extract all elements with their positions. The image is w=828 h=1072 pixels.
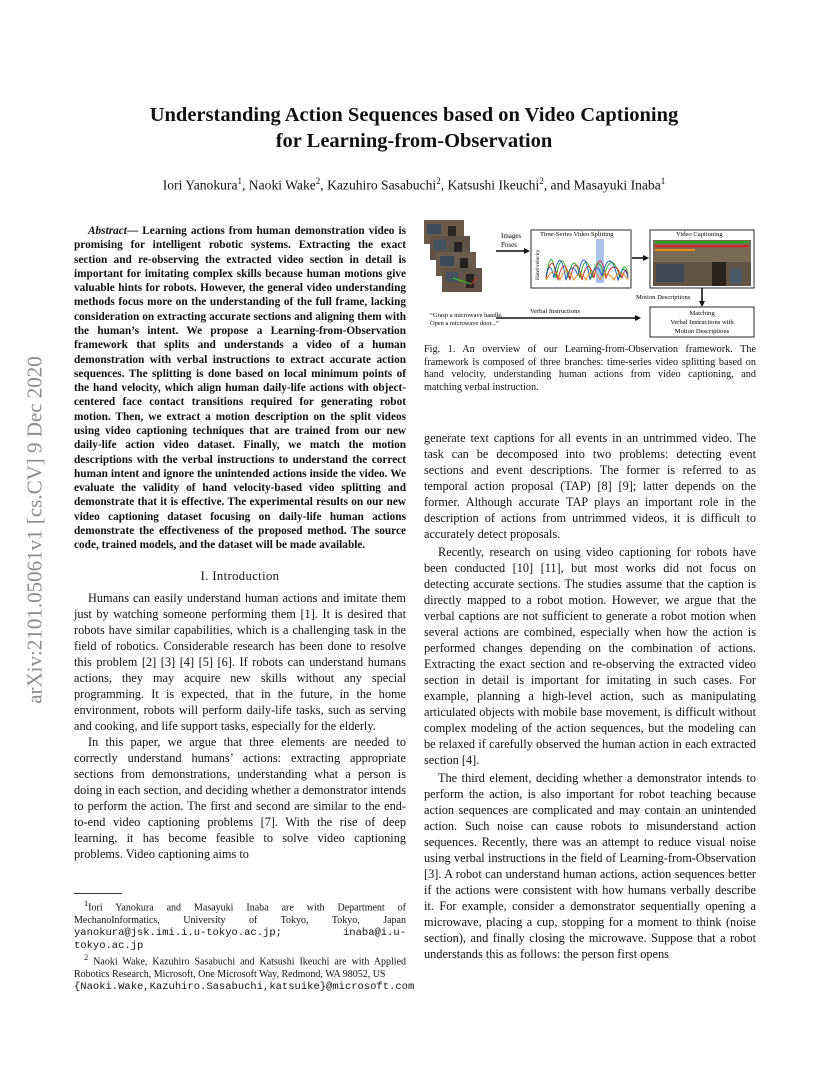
author-name: Iori Yanokura xyxy=(162,177,238,193)
body-paragraph: Humans can easily understand human actions and imitate them just by watching someone performing them [1]. It is desired that robots have similar capabilities, which is a challenging task in the field of robotics. Considerable research has been done to resolve this problem [2] [3] [4] [5] [6]. If robots can understand humans actions, they may acquire new skills without any special programming. It is expected, that in the future, in the home environment, robots will perform daily-life tasks, such as serving and cooking, and life support tasks, especially for the elderly. xyxy=(74,591,406,734)
affiliation-mark: 2 xyxy=(436,176,441,186)
body-paragraph: The third element, deciding whether a demonstrator intends to perform the action, is also important for robot teaching because action sequences are complicated and may contain an unintended action. Such noise can cause robots to misunderstand action sequences. Recently, there was an attempt to reduce visual noise using verbal instructions in the field of Learning-from-Observation [3]. A robot can understand human actions, action sequences better if the actions were consistent with how humans verbally describe it. For example, consider a demonstrator sequentially opening a microwave, placing a cup, stopping for a moment to think (noise section), and finally closing the microwave. Suppose that a robot understands this as follows: the person first opens xyxy=(424,771,756,961)
captioning-panel-title: Video Captioning xyxy=(676,231,723,238)
body-paragraph: generate text captions for all events in an untrimmed video. The task can be decomposed into two problems: detecting event sections and event descriptions. The former is referred to as temporal action proposal (TAP) [8] [9]; latter depends on the former. Although accurate TAP plays an important role in the description of actions from untrimmed videos, it is difficult to accurately detect proposals. xyxy=(424,431,756,541)
footnote-2-email-line xyxy=(74,981,415,994)
arrow-head xyxy=(524,248,530,254)
figure-1-caption: Fig. 1. An overview of our Learning-from-Observation framework. The framework is composed of three branches: time-series video splitting based on hand velocity, understanding human actions from video captioning, and matching verbal instruction. xyxy=(424,344,756,393)
section-heading-introduction: I. Introduction xyxy=(200,569,280,584)
captioning-frames xyxy=(653,240,751,286)
author-name: Katsushi Ikeuchi xyxy=(447,177,540,193)
paper-title xyxy=(90,102,738,154)
arrow-head xyxy=(635,315,641,321)
footnote-1: $^1$Iori Yanokura and Masayuki Inaba are with Department of MechanoInformatics, University of Tokyo, Tokyo, Japan yanokura@jsk.imi.i.u-tokyo.ac.jp; inaba@i.u-tokyo.ac.jp xyxy=(74,899,406,952)
footnote-2: $^2$ Naoki Wake, Kazuhiro Sasabuchi and Katsushi Ikeuchi are with Applied Robotics Research, Microsoft, One Microsoft Way, Redmond, WA 98052, US xyxy=(74,952,407,980)
affiliation-mark: 2 xyxy=(315,176,321,186)
velocity-curves xyxy=(546,259,628,280)
abstract: Abstract— Learning actions from human demonstration video is promising for intelligent robotic systems. Extracting the exact section and re-observing the extracted video section in detail is important for imitating complex skills because human motions give valuable hints for robots. However, the general video understanding methods focus more on the understanding of the full frame, lacking consideration on extracting accurate sections and aligning them with the human’s intent. We propose a Learning-from-Observation framework that splits and understands a video of a human demonstration with verbal instructions to extract accurate action sequences. The splitting is done based on local minimum points of the hand velocity, which align human daily-life actions with object-centered face contact transitions required for generating robot motion. Then, we extract a motion description on the split videos using video captioning techniques that are trained from our new daily-life action video dataset. Finally, we match the motion descriptions with the verbal instructions to understand the correct human intent and ignore the unintended actions inside the video. We evaluate the validity of hand velocity-based video splitting and demonstrate that it is effective. The experimental results on our new video captioning dataset focusing on daily-life human actions demonstrate the effectiveness of the proposed method. The source code, trained models, and the dataset will be made available. xyxy=(74,225,407,552)
right-column xyxy=(424,430,756,962)
demonstration-frames xyxy=(424,220,482,292)
author-name: Kazuhiro Sasabuchi xyxy=(327,177,437,193)
arrow-head xyxy=(643,255,649,261)
matching-title: Matching xyxy=(689,310,715,317)
body-paragraph: In this paper, we argue that three elements are needed to correctly understand humans’ actions: extracting appropriate sections from demonstrations, understanding what a person is doing in each section, and deciding whether a demonstrator intends to perform the action. The first and second are similar to the end-to-end video captioning problems [7]. With the rise of deep learning, it has become feasible to solve video captioning problems. Video captioning aims to xyxy=(74,735,406,862)
motion-descriptions-label: Motion Descriptions xyxy=(636,294,691,301)
arxiv-identifier: arXiv:2101.05061v1 [cs.CV] 9 Dec 2020 xyxy=(22,356,47,704)
author-name: Naoki Wake xyxy=(248,177,316,193)
poses-label: Poses xyxy=(501,241,517,249)
matching-line-2: Verbal Instructions with xyxy=(670,319,734,326)
abstract-text: Learning actions from human demonstration video is promising for intelligent robotic systems. Extracting the exact section and re-observing the extracted video section in detail is important for imitating complex skills because human motions give valuable hints for robots. However, the general video understanding methods focus more on the understanding of the full frame, lacking consideration on extracting accurate sections and aligning them with the human’s intent. We propose a Learning-from-Observation framework that splits and understands a video of a human demonstration with verbal instructions to extract accurate action sequences. The splitting is done based on local minimum points of the hand velocity, which align human daily-life actions with object-centered face contact transitions required for generating robot motion. Then, we extract a motion description on the split videos using video captioning techniques that are trained from our new daily-life action video dataset. Finally, we match the motion descriptions with the verbal instructions to understand the correct human intent and ignore the unintended actions inside the video. We evaluate the validity of hand velocity-based video splitting and demonstrate that it is effective. The experimental results on our new video captioning dataset focusing on daily-life human actions demonstrate the effectiveness of the proposed method. The source code, trained models, and the dataset will be made available. xyxy=(74,225,407,552)
arrow-head xyxy=(699,301,705,307)
figure-1-overview-diagram xyxy=(424,218,756,340)
affiliation-mark: 1 xyxy=(660,176,666,186)
left-column xyxy=(74,224,406,862)
verbal-quote-line-2: Open a microwave door...” xyxy=(430,320,499,327)
images-label: Images xyxy=(501,232,522,240)
arxiv-side-stamp xyxy=(15,290,55,770)
hand-velocity-axis-label: Hand velocity xyxy=(535,249,541,280)
author-name: Masayuki Inaba xyxy=(573,177,661,193)
matching-line-3: Motion Descriptions xyxy=(674,328,730,335)
footnote-rule xyxy=(74,893,122,894)
footnotes xyxy=(74,898,415,994)
title-line-1: Understanding Action Sequences based on Video Captioning xyxy=(149,104,679,126)
body-paragraph: Recently, research on using video captioning for robots have been conducted [10] [11], but most works did not focus on detecting accurate sections. The studies assume that the caption is directly mapped to a robot motion. However, we argue that the verbal captions are not sufficient to generate a robot motion when several actions are combined, especially when how the action is performed changes depending on the combination of actions. Extracting the exact section and re-observing the extracted video section in detail is important for imitating in such cases. For example, planning a high-level action, such as manipulating articulated objects with mobile base movement, is difficult without complex modeling of the action sequences, but the modeling can be relaxed if carefully observed the human action in each extracted section [4]. xyxy=(424,545,756,767)
title-line-2: for Learning-from-Observation xyxy=(275,130,553,152)
verbal-quote-line-1: “Grasp a microwave handle. xyxy=(430,312,503,319)
splitting-panel-title: Time-Series Video Splitting xyxy=(540,231,614,238)
footnote-email: {Naoki.Wake,Kazuhiro.Sasabuchi,katsuike}@microsoft.com xyxy=(74,981,415,994)
author-list: Iori Yanokura$^1$, Naoki Wake$^2$, Kazuhiro Sasabuchi$^2$, Katsushi Ikeuchi$^2$, and Masayuki Inaba$^1$ xyxy=(162,176,666,193)
footnote-email: yanokura@jsk.imi.i.u-tokyo.ac.jp; inaba@i.u-tokyo.ac.jp xyxy=(74,927,406,952)
verbal-instructions-label: Verbal Instructions xyxy=(530,308,580,315)
affiliation-mark: 1 xyxy=(237,176,242,186)
affiliation-mark: 2 xyxy=(539,176,544,186)
abstract-lead: Abstract xyxy=(88,225,127,237)
